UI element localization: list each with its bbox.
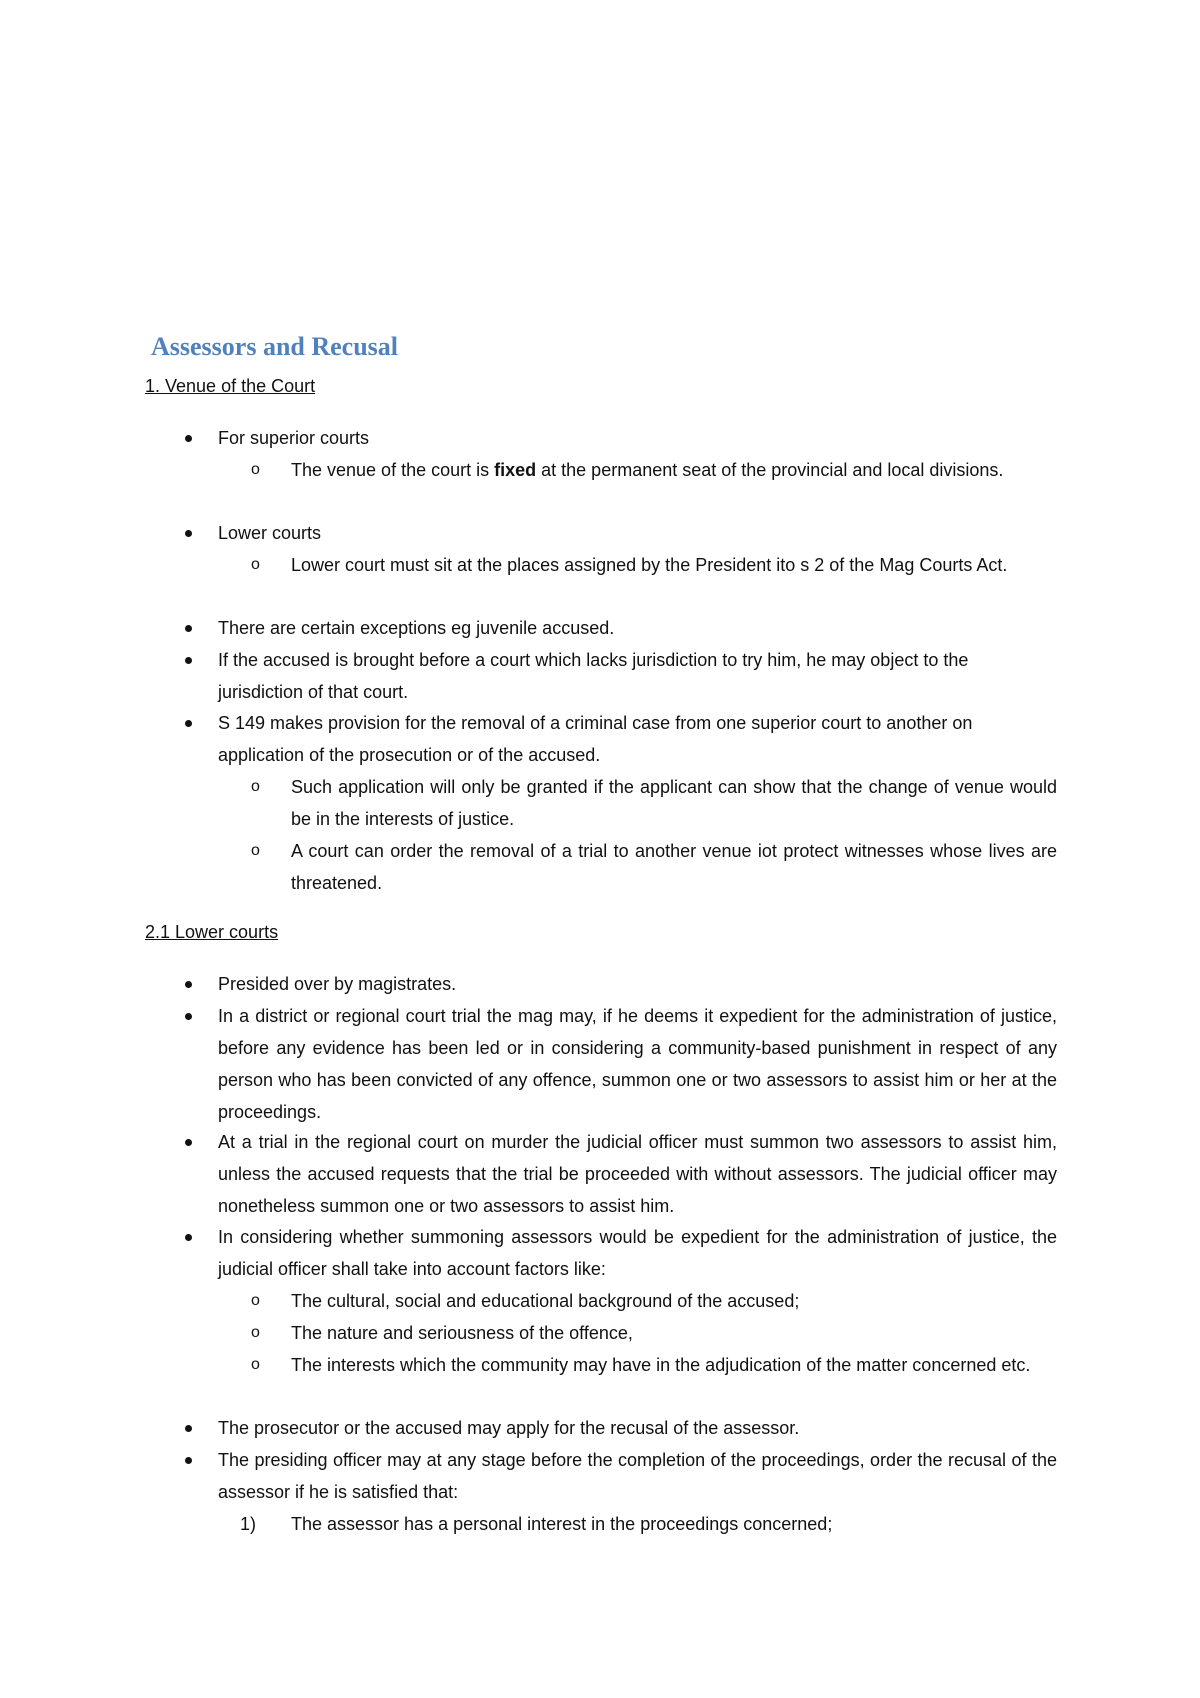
bullet-icon [185,530,192,537]
list-item-text: For superior courts [218,428,370,448]
list-item-text: There are certain exceptions eg juvenile accused. [218,618,615,638]
list-item [218,1126,1057,1222]
section-heading-venue: 1. Venue of the Court [145,376,316,396]
document-title: Assessors and Recusal [151,332,399,361]
bullet-icon [185,1457,192,1464]
list-item [218,517,1057,549]
sub-bullet-marker: o [251,1292,260,1309]
list-item-text: Presided over by magistrates. [218,974,457,994]
sub-bullet-marker: o [251,461,260,478]
sub-item-text-post: at the permanent seat of the provincial and local divisions. [536,460,1004,480]
sub-list-item [251,454,1057,486]
list-item [218,422,1057,454]
list-item [218,1444,1057,1508]
sub-list-item [251,771,1057,835]
number-marker: 1) [240,1514,257,1534]
sub-item-text: A court can order the removal of a trial to another venue iot protect witnesses whose lives are threatened. [291,841,1057,893]
bullet-icon [185,1139,192,1146]
sub-bullet-marker: o [251,842,260,859]
list-item-text: In a district or regional court trial the mag may, if he deems it expedient for the administration of justice, before any evidence has been led or in considering a community-based punishment in respect of any person who has been convicted of any offence, summon one or two assessors to assist him or her at the proceedings. [218,1006,1057,1122]
list-item-text: At a trial in the regional court on murder the judicial officer must summon two assessors to assist him, unless the accused requests that the trial be proceeded with without assessors. The judicial officer may nonetheless summon one or two assessors to assist him. [218,1132,1057,1216]
list-item-text: The prosecutor or the accused may apply for the recusal of the assessor. [218,1418,800,1438]
sub-item-text-pre: The venue of the court is [291,460,495,480]
numbered-list-item [240,1508,1057,1540]
list-item [218,644,1057,708]
sub-list-item [251,549,1057,581]
section-heading-lower-courts: 2.1 Lower courts [145,922,279,942]
bullet-icon [185,981,192,988]
list-item-text: The presiding officer may at any stage before the completion of the proceedings, order the recusal of the assessor if he is satisfied that: [218,1450,1057,1502]
sub-item-text: The interests which the community may have in the adjudication of the matter concerned etc. [291,1355,1031,1375]
list-item-text: In considering whether summoning assessors would be expedient for the administration of justice, the judicial officer shall take into account factors like: [218,1227,1057,1279]
sub-bullet-marker: o [251,778,260,795]
list-item [218,1412,1057,1444]
bullet-icon [185,720,192,727]
bullet-icon [185,435,192,442]
list-item [218,1221,1057,1285]
sub-list-item [251,1349,1057,1381]
bullet-icon [185,1425,192,1432]
sub-list-item [251,1285,1057,1317]
sub-list-item [251,835,1057,899]
bullet-icon [185,625,192,632]
list-item-text: S 149 makes provision for the removal of a criminal case from one superior court to another on application of the prosecution or of the accused. [218,713,973,765]
sub-list-item [251,1317,1057,1349]
bullet-icon [185,1013,192,1020]
list-item [218,612,1057,644]
list-item-text: If the accused is brought before a court which lacks jurisdiction to try him, he may object to the jurisdiction of that court. [218,650,969,702]
sub-item-text: The cultural, social and educational background of the accused; [291,1291,800,1311]
sub-item-text-bold: fixed [494,460,537,480]
sub-item-text: The nature and seriousness of the offence, [291,1323,633,1343]
sub-bullet-marker: o [251,556,260,573]
sub-item-text: Such application will only be granted if the applicant can show that the change of venue would be in the interests of justice. [291,777,1057,829]
numbered-item-text: The assessor has a personal interest in the proceedings concerned; [291,1514,833,1534]
list-item [218,707,1057,771]
list-item-text: Lower courts [218,523,322,543]
list-item [218,968,1057,1000]
bullet-icon [185,657,192,664]
sub-bullet-marker: o [251,1324,260,1341]
bullet-icon [185,1234,192,1241]
list-item [218,1000,1057,1128]
sub-bullet-marker: o [251,1356,260,1373]
sub-item-text: Lower court must sit at the places assigned by the President ito s 2 of the Mag Courts Act. [291,555,1008,575]
